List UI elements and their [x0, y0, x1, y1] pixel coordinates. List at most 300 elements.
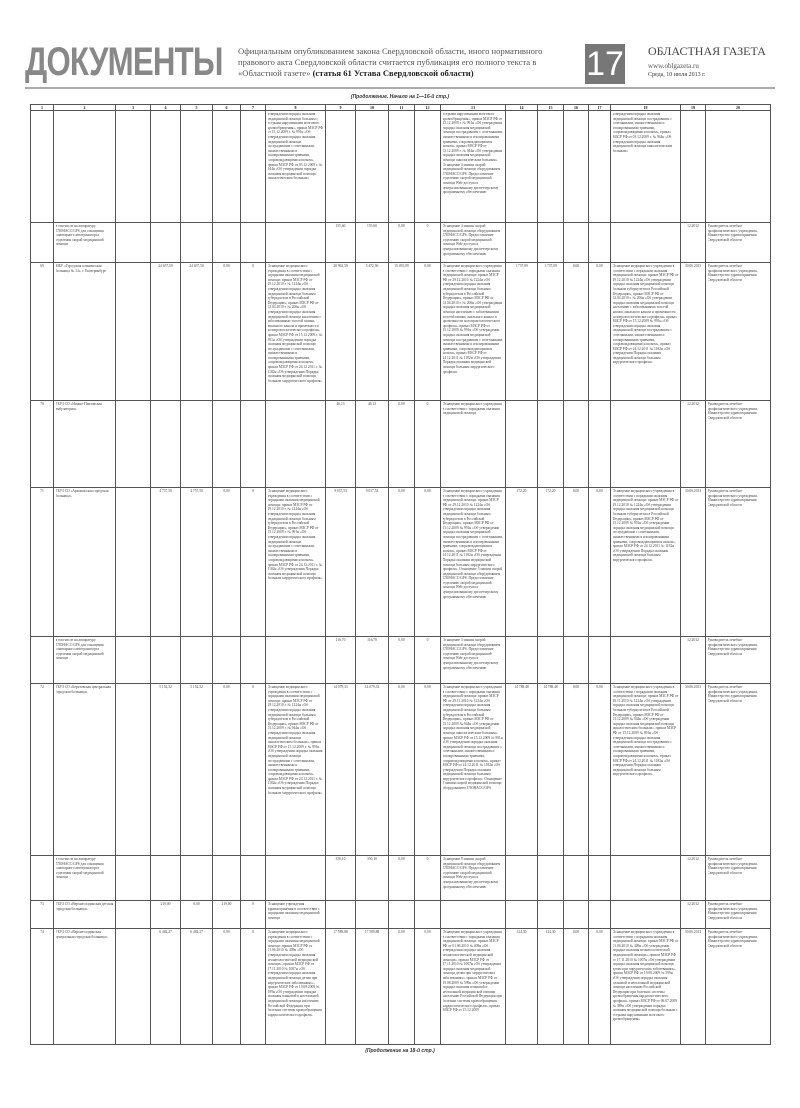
table-cell-col-13 — [441, 637, 506, 684]
table-row — [31, 929, 771, 1045]
table-cell-col-19 — [681, 856, 706, 901]
table-cell-col-9 — [326, 488, 356, 637]
cell-text: 0,00 — [424, 930, 431, 934]
table-cell-col-17 — [589, 401, 611, 488]
table-row — [31, 263, 771, 401]
table-cell-col-15 — [538, 488, 564, 637]
table-cell-col-19 — [681, 684, 706, 856]
cell-text: Руководитель лечебно-профилактического учреждения, Министерство здравоохранения Свердловской области — [707, 930, 758, 948]
table-cell-col-19 — [681, 263, 706, 401]
lead-text-bold: (статья 61 Устава Свердловской области) — [312, 68, 474, 78]
table-cell-col-12 — [415, 488, 441, 637]
cell-text: 0,00 — [398, 224, 405, 228]
table-cell-col-6 — [213, 684, 241, 856]
table-cell-col-7 — [241, 401, 266, 488]
column-header: 12 — [415, 105, 441, 111]
cell-text: 0 — [252, 930, 254, 934]
table-cell-col-10 — [356, 488, 389, 637]
table-cell-col-9 — [326, 637, 356, 684]
table-cell-col-1 — [31, 684, 54, 856]
table-cell-col-6 — [213, 401, 241, 488]
table-cell-col-13 — [441, 856, 506, 901]
table-cell-col-20 — [706, 401, 771, 488]
cell-text: 0,00 — [398, 930, 405, 934]
table-cell-col-11 — [389, 111, 415, 223]
table-cell-col-11 — [389, 263, 415, 401]
column-header: 6 — [213, 105, 241, 111]
table-cell-col-7 — [241, 929, 266, 1045]
table-cell-col-8 — [266, 263, 326, 401]
table-cell-col-9 — [326, 111, 356, 223]
cell-text: Оснащение медицинского учреждения в соответствии с порядками оказания медицинской помощи: приказ МЗСР РФ от 29.12.2010 № 1224н «Об утверждении порядка оказания медицинской помощи больным туберкулезом в Российской Федерации», приказ МЗСР РФ от 02.04.2010 г. № 206н «Об утверждении порядка оказания медицинской помощи населению с заболеваниями толстой кишки, анального канала и промежности колопроктологического профиля», приказ МЗСР РФ от 15.12.2009 № 991н «Об утверждении порядка оказания медицинской помощи пострадавшим с сочетанными, множественными и изолированными травмами, сопровождающимися шоком», приказ МЗСР РФ от 24.12.2011 № 1182н «Об утверждении Порядка оказания медицинской помощи больным хирургического профиля» — [612, 264, 679, 365]
table-cell-col-19 — [681, 401, 706, 488]
table-cell-col-16 — [564, 223, 589, 263]
cell-text: 17 589,88 — [364, 930, 380, 934]
cell-text: 0,00 — [398, 857, 405, 861]
table-cell-col-14 — [506, 401, 538, 488]
cell-text: 155,60 — [367, 224, 377, 228]
table-cell-col-20 — [706, 637, 771, 684]
cell-text: Оснащение учреждения здравоохранения в соответствии с порядками оказания медицинской помощи — [267, 902, 320, 920]
cell-text: 73 — [40, 902, 44, 906]
website-link[interactable]: www.oblgazeta.ru — [648, 62, 699, 70]
cell-text: 72 — [40, 685, 44, 689]
table-cell-col-17 — [589, 637, 611, 684]
lead-text-body: Официальным опубликованием закона Свердловской области, иного нормативного правового акта Свердловской области считается публикация его полного текста в «Областной газете» — [238, 46, 543, 78]
table-cell-col-3 — [116, 637, 151, 684]
table-cell-col-14 — [506, 901, 538, 929]
table-cell-col-13 — [441, 488, 506, 637]
table-cell-col-4 — [151, 929, 181, 1045]
table-row — [31, 856, 771, 901]
table-row — [31, 684, 771, 856]
table-cell-col-4 — [151, 401, 181, 488]
table-cell-col-15 — [538, 856, 564, 901]
table-cell-col-18 — [611, 401, 681, 488]
table-cell-col-12 — [415, 637, 441, 684]
column-header: 20 — [706, 105, 771, 111]
cell-text: 30.06.2013 — [684, 264, 702, 268]
table-cell-col-20 — [706, 223, 771, 263]
table-cell-col-18 — [611, 856, 681, 901]
table-cell-col-5 — [181, 488, 213, 637]
table-cell-col-19 — [681, 488, 706, 637]
table-cell-col-16 — [564, 111, 589, 223]
cell-text: 0,00 — [572, 489, 580, 493]
table-cell-col-1 — [31, 901, 54, 929]
cell-text: ГБУЗ СО «Верхнесалдинская центральная городская больница» — [55, 930, 108, 939]
cell-text: 0 — [252, 685, 254, 689]
table-cell-col-2 — [54, 929, 116, 1045]
cell-text: Руководитель лечебно-профилактического учреждения, Министерство здравоохранения Свердловской области — [707, 489, 758, 507]
cell-text: Оснащение медицинского учреждения в соответствии с порядками оказания медицинской помощи: приказ МЗСР РФ от 01.06.2010 № 409н «Об утверждении порядка оказания неонатологической медицинской помощи», приказ МЗСР РФ от 17.11.2010 № 1007н «Об утверждении порядка оказания медицинской помощи детям при хирургических заболеваниях», приказ МЗСР РФ от 19.08.2009 № 599н «Об утверждении порядка оказания плановой и неотложной медицинской помощи населению Российской Федерации при болезнях системы кровообращения кардиологического профиля», приказ МЗСР РФ от 15.12.2009 — [442, 930, 503, 1013]
table-cell-col-15 — [538, 263, 564, 401]
cell-text: 6 482,27 — [190, 930, 203, 934]
table-cell-col-9 — [326, 929, 356, 1045]
column-header: 11 — [389, 105, 415, 111]
cell-text: 14 079,33 — [333, 685, 348, 689]
table-cell-col-18 — [611, 684, 681, 856]
cell-text: 46,13 — [367, 402, 377, 406]
table-cell-col-16 — [564, 684, 589, 856]
header-rule — [25, 87, 775, 89]
table-cell-col-9 — [326, 401, 356, 488]
table-row — [31, 901, 771, 929]
table-cell-col-5 — [181, 856, 213, 901]
table-cell-col-4 — [151, 223, 181, 263]
table-cell-col-11 — [389, 488, 415, 637]
cell-text: 172,20 — [516, 489, 527, 493]
cell-text: 5 152,52 — [159, 685, 172, 689]
cell-text: 12.2012 — [687, 402, 699, 406]
table-cell-col-15 — [538, 223, 564, 263]
masthead — [25, 40, 775, 84]
table-cell-col-11 — [389, 856, 415, 901]
table-cell-col-17 — [589, 684, 611, 856]
table-cell-col-6 — [213, 223, 241, 263]
table-cell-col-20 — [706, 488, 771, 637]
table-cell-col-5 — [181, 111, 213, 223]
table-cell-col-17 — [589, 263, 611, 401]
cell-text: ГБУЗ СО «Верхнесалдинская детская городская больница» — [55, 902, 114, 911]
table-cell-col-4 — [151, 263, 181, 401]
column-header: 16 — [564, 105, 589, 111]
cell-text: Руководитель лечебно-профилактического учреждения, Министерство здравоохранения Свердловской области — [707, 902, 758, 920]
cell-text: в том числе на аппаратуру ГЛОНАСС/GPS для оснащения санитарного автотранспорта отделения скорой медицинской помощи — [55, 638, 104, 661]
cell-text: 12.2012 — [687, 224, 699, 228]
cell-text: МБУ «Городская клиническая больница № 14», г. Екатеринбург — [55, 264, 107, 273]
table-cell-col-19 — [681, 929, 706, 1045]
cell-text: Оснащение 4 машин скорой медицинской помощи оборудованием ГЛОНАСС/GPS. Предоставление отделению скорой медицинской помощи Web-доступа к централизованному диспетчерскому программному обеспечению — [442, 224, 501, 256]
cell-text: Оснащение медицинского учреждения в соответствии с порядками оказания медицинской помощи: приказ МЗСР РФ от 29.12.2010 № 1224н «Об утверждении порядка оказания медицинской помощи больным туберкулезом в Российской Федерации», приказ МЗСР РФ от 15.12.2009 № 991н «Об утверждении порядка оказания медицинской помощи пострадавшим с сочетанными, множественными и изолированными травмами, сопровождающимися шоком», приказ МЗСР РФ от 24.12.2011 № 1182н «Об утверждении Порядка оказания медицинской помощи больным хирургического профиля». Оснащение 3 машин скорой медицинской помощи оборудованием ГЛОНАСС/GPS. Предоставление отделению скорой медицинской помощи Web-доступа к централизованному диспетчерскому программному обеспечению — [442, 489, 503, 599]
lead-text — [238, 46, 568, 79]
table-cell-col-6 — [213, 111, 241, 223]
table-row — [31, 488, 771, 637]
cell-text: 12.2012 — [687, 638, 699, 642]
table-cell-col-2 — [54, 401, 116, 488]
table-cell-col-13 — [441, 901, 506, 929]
table-cell-col-7 — [241, 856, 266, 901]
cell-text: в том числе на аппаратуру ГЛОНАСС/GPS для оснащения санитарного автотранспорта отделения скорой медицинской помощи — [55, 857, 104, 880]
table-cell-col-12 — [415, 223, 441, 263]
column-header: 19 — [681, 105, 706, 111]
cell-text: 46,13 — [336, 402, 345, 406]
table-cell-col-3 — [116, 401, 151, 488]
table-cell-col-17 — [589, 111, 611, 223]
cell-text: 155,60 — [335, 224, 346, 228]
cell-text: 14 788,48 — [543, 685, 558, 689]
cell-text: 71 — [40, 489, 44, 493]
table-cell-col-10 — [356, 223, 389, 263]
table-cell-col-12 — [415, 929, 441, 1045]
table-cell-col-6 — [213, 488, 241, 637]
cell-text: 116,70 — [335, 638, 346, 642]
table-cell-col-14 — [506, 111, 538, 223]
cell-text: Оснащение медицинского учреждения в соответствии с порядками оказания медицинской помощи: приказ МЗСР РФ от 29.11.2010 № 1224н «Об утверждении порядка оказания медицинской помощи больным туберкулезом в Российской Федерации», приказ МЗСР РФ от 03.12.2009 № 944н «Об утверждении порядка оказания медицинской помощи онкологическим больным», приказ МЗСР РФ от 15.12.2009 № 991н «Об утверждении порядка оказания медицинской помощи пострадавшим с сочетанными, множественными и изолированными травмами, сопровождающимися шоком», приказ МЗСР РФ от 24.12.2011 № 1182н «Об утверждении Порядка оказания медицинской помощи больным хирургического профиля» — [612, 685, 679, 777]
cell-text: 15 491,09 — [394, 264, 409, 268]
table-cell-col-15 — [538, 901, 564, 929]
table-row — [31, 111, 771, 223]
table-cell-col-3 — [116, 111, 151, 223]
table-cell-col-11 — [389, 684, 415, 856]
cell-text: 14 788,48 — [514, 685, 529, 689]
table-cell-col-13 — [441, 223, 506, 263]
cell-text: 124,30 — [545, 930, 556, 934]
table-cell-col-2 — [54, 684, 116, 856]
table-cell-col-12 — [415, 901, 441, 929]
table-cell-col-12 — [415, 111, 441, 223]
table-cell-col-8 — [266, 223, 326, 263]
cell-text: 5 472,50 — [365, 264, 379, 268]
table-cell-col-4 — [151, 856, 181, 901]
table-cell-col-9 — [326, 856, 356, 901]
table-cell-col-7 — [241, 223, 266, 263]
table-cell-col-19 — [681, 111, 706, 223]
table-cell-col-3 — [116, 929, 151, 1045]
table-cell-col-7 — [241, 901, 266, 929]
table-cell-col-8 — [266, 684, 326, 856]
table-cell-col-2 — [54, 901, 116, 929]
cell-text: 0,00 — [223, 685, 230, 689]
table-cell-col-8 — [266, 856, 326, 901]
table-cell-col-2 — [54, 856, 116, 901]
cell-text: 0,00 — [398, 402, 405, 406]
cell-text: Оснащение 9 машин скорой медицинской помощи оборудованием ГЛОНАСС/GPS. Предоставление отделению скорой медицинской помощи Web-доступа к централизованному диспетчерскому программному обеспечению — [442, 857, 501, 889]
cell-text: Руководитель лечебно-профилактического учреждения, Министерство здравоохранения Свердловской области — [707, 402, 758, 420]
column-header: 3 — [116, 105, 151, 111]
table-cell-col-6 — [213, 637, 241, 684]
cell-text: острыми нарушениями мозгового кровообращения», приказ МЗСР РФ от 15.12.2009 г. № 991н «Об утверждении порядка оказания медицинской помощи пострадавшим с сочетанными, множественными и изолированными травмами, сопровождающимися шоком», приказ МЗСР РФ от 03.12.2009 г. № 944н «Об утверждении порядка оказания медицинской помощи онкологическим больным». Оснащение 4 машин скорой медицинской помощи оборудованием ГЛОНАСС/GPS. Предоставление отделению скорой медицинской помощи Web-доступа к централизованному диспетчерскому программному обеспечению — [442, 112, 503, 195]
table-cell-col-20 — [706, 856, 771, 901]
cell-text: 0 — [426, 857, 429, 861]
table-cell-col-3 — [116, 856, 151, 901]
cell-text: Руководитель лечебно-профилактического учреждения, Министерство здравоохранения Свердловской области — [707, 638, 758, 656]
table-cell-col-20 — [706, 263, 771, 401]
table-cell-col-3 — [116, 263, 151, 401]
column-header: 2 — [54, 105, 116, 111]
cell-text: Оснащение 3 машин скорой медицинской помощи оборудованием ГЛОНАСС/GPS. Предоставление отделению скорой медицинской помощи Web-доступа к централизованному диспетчерскому программному обеспечению — [442, 638, 501, 670]
table-cell-col-18 — [611, 111, 681, 223]
cell-text: 116,70 — [367, 638, 377, 642]
newspaper-name: ОБЛАСТНАЯ ГАЗЕТА — [648, 44, 766, 58]
table-cell-col-19 — [681, 637, 706, 684]
cell-text: 69 — [40, 264, 44, 268]
table-cell-col-10 — [356, 901, 389, 929]
table-cell-col-16 — [564, 488, 589, 637]
table-cell-col-13 — [441, 111, 506, 223]
cell-text: 0,00 — [398, 638, 405, 642]
table-cell-col-15 — [538, 637, 564, 684]
cell-text: 14 079,33 — [364, 685, 380, 689]
table-cell-col-9 — [326, 684, 356, 856]
cell-text: 0,00 — [596, 685, 603, 689]
table-cell-col-16 — [564, 263, 589, 401]
cell-text: 0 — [252, 489, 254, 493]
cell-text: 24 657,50 — [189, 264, 204, 268]
table-cell-col-11 — [389, 637, 415, 684]
cell-text: 0 — [252, 264, 254, 268]
table-cell-col-16 — [564, 901, 589, 929]
table-cell-col-18 — [611, 901, 681, 929]
cell-text: ГБУЗ СО «Березовская центральная городская больница» — [55, 685, 111, 694]
cell-text: 5 152,52 — [190, 685, 203, 689]
table-cell-col-16 — [564, 401, 589, 488]
table-cell-col-18 — [611, 223, 681, 263]
cell-text: Руководитель лечебно-профилактического учреждения, Министерство здравоохранения Свердловской области — [707, 264, 758, 282]
table-cell-col-4 — [151, 684, 181, 856]
cell-text: 12.2012 — [687, 902, 699, 906]
cell-text: 6 482,27 — [159, 930, 172, 934]
cell-text: 74 — [40, 930, 44, 934]
cell-text: 350,10 — [367, 857, 377, 861]
table-cell-col-1 — [31, 488, 54, 637]
cell-text: 0 — [426, 402, 429, 406]
cell-text: 9 037,53 — [334, 489, 347, 493]
table-cell-col-19 — [681, 901, 706, 929]
table-cell-col-15 — [538, 111, 564, 223]
column-header: 17 — [589, 105, 611, 111]
table-cell-col-7 — [241, 111, 266, 223]
column-header: 5 — [181, 105, 213, 111]
table-cell-col-4 — [151, 488, 181, 637]
table-cell-col-15 — [538, 401, 564, 488]
table-cell-col-3 — [116, 901, 151, 929]
table-cell-col-12 — [415, 684, 441, 856]
table-cell-col-20 — [706, 929, 771, 1045]
table-row — [31, 637, 771, 684]
cell-text: 0,00 — [424, 264, 431, 268]
table-cell-col-8 — [266, 637, 326, 684]
table-cell-col-5 — [181, 263, 213, 401]
table-cell-col-7 — [241, 637, 266, 684]
table-cell-col-10 — [356, 637, 389, 684]
table-cell-col-9 — [326, 901, 356, 929]
table-cell-col-5 — [181, 401, 213, 488]
column-header: 1 — [31, 105, 54, 111]
cell-text: Руководитель лечебно-профилактического учреждения, Министерство здравоохранения Свердловской области — [707, 857, 758, 875]
cell-text: 0,00 — [596, 930, 603, 934]
cell-text: 219,00 — [160, 902, 171, 906]
cell-text: 30.06.2013 — [684, 489, 702, 493]
table-cell-col-14 — [506, 488, 538, 637]
table-cell-col-11 — [389, 401, 415, 488]
cell-text: 24 657,50 — [158, 264, 173, 268]
table-cell-col-20 — [706, 111, 771, 223]
table-cell-col-5 — [181, 684, 213, 856]
table-cell-col-1 — [31, 856, 54, 901]
table-cell-col-15 — [538, 929, 564, 1045]
table-cell-col-11 — [389, 929, 415, 1045]
table-cell-col-1 — [31, 263, 54, 401]
table-cell-col-16 — [564, 637, 589, 684]
cell-text: 0,00 — [398, 489, 405, 493]
table-cell-col-5 — [181, 929, 213, 1045]
table-cell-col-14 — [506, 684, 538, 856]
table-cell-col-9 — [326, 223, 356, 263]
table-cell-col-13 — [441, 263, 506, 401]
cell-text: 350,10 — [335, 857, 346, 861]
table-cell-col-14 — [506, 929, 538, 1045]
continued-from: (Продолжение. Начало на 1—16-й стр.) — [350, 94, 450, 100]
table-cell-col-6 — [213, 929, 241, 1045]
table-cell-col-20 — [706, 901, 771, 929]
cell-text: 1 737,09 — [544, 264, 557, 268]
table-cell-col-17 — [589, 929, 611, 1045]
cell-text: 70 — [40, 402, 44, 406]
table-cell-col-19 — [681, 223, 706, 263]
table-cell-col-17 — [589, 856, 611, 901]
cell-text: ГБУЗ СО «Арамильская городская больница» — [55, 489, 109, 498]
cell-text: 0,00 — [223, 930, 230, 934]
table-cell-col-16 — [564, 929, 589, 1045]
table-cell-col-2 — [54, 111, 116, 223]
cell-text: Оснащение медицинского учреждения в соответствии с порядками оказания медицинской помощи: приказ МЗСР РФ от 29.12.2010 г. № 1224н «Об утверждении порядка оказания медицинской помощи больным туберкулезом в Российской Федерации», приказ МЗСР РФ от 03.12.2009 г. № 944н «Об утверждении порядка оказания медицинской помощи онкологическим больным», приказ МЗСР РФ от 15.12.2009 г. № 991н «Об утверждении порядка оказания медицинской помощи пострадавшим с сочетанными, множественными и изолированными травмами, сопровождающимися шоком», приказ МЗСР РФ от 24.12.2011 г. № 1182н «Об утверждении Порядка оказания медицинской помощи больным хирургического профиля» — [267, 685, 323, 795]
cell-text: 0,00 — [572, 264, 580, 268]
table-cell-col-14 — [506, 263, 538, 401]
table-cell-col-12 — [415, 263, 441, 401]
table-cell-col-16 — [564, 856, 589, 901]
cell-text: 0,00 — [596, 264, 603, 268]
page-number: 17 — [586, 45, 624, 83]
table-cell-col-18 — [611, 488, 681, 637]
table-cell-col-12 — [415, 856, 441, 901]
table-cell-col-20 — [706, 684, 771, 856]
table-cell-col-18 — [611, 637, 681, 684]
cell-text: 0,00 — [398, 685, 405, 689]
table-cell-col-11 — [389, 901, 415, 929]
table-row — [31, 223, 771, 263]
table-cell-col-7 — [241, 263, 266, 401]
table-cell-col-7 — [241, 488, 266, 637]
continued-to: (Продолжение на 18-й стр.) — [365, 1048, 435, 1054]
table-cell-col-8 — [266, 901, 326, 929]
cell-text: 1 737,09 — [515, 264, 528, 268]
table-cell-col-6 — [213, 856, 241, 901]
column-header: 8 — [266, 105, 326, 111]
cell-text: Руководитель лечебно-профилактического учреждения, Министерство здравоохранения Свердловской области — [707, 685, 758, 703]
column-header: 10 — [356, 105, 389, 111]
cell-text: 12.2012 — [687, 857, 699, 861]
table-cell-col-14 — [506, 223, 538, 263]
cell-text: 0 — [426, 224, 429, 228]
table-cell-col-2 — [54, 263, 116, 401]
table-cell-col-2 — [54, 637, 116, 684]
table-cell-col-13 — [441, 684, 506, 856]
table-cell-col-5 — [181, 637, 213, 684]
cell-text: Оснащение медицинского учреждения в соответствии с порядками оказания медицинской помощи: приказ МЗСР РФ от 29.12.2010 № 1224н «Об утверждении порядка оказания медицинской помощи больным туберкулезом в Российской Федерации», приказ МЗСР РФ от 15.12.2009 № 991н «Об утверждении порядка оказания медицинской помощи пострадавшим с сочетанными, множественными и изолированными травмами, сопровождающимися шоком», приказ МЗСР РФ от 24.12.2011 № 1182н «Об утверждении Порядка оказания медицинской помощи больным хирургического профиля» — [612, 489, 679, 562]
table-cell-col-1 — [31, 637, 54, 684]
cell-text: Оснащение медицинского учреждения в соответствии с порядками оказания медицинской помощи: приказ МЗСР РФ от 29.11.2010 № 1224н «Об утверждении порядка оказания медицинской помощи больным туберкулезом в Российской Федерации», приказ МЗСР РФ от 03.12.2009 № 944н «Об утверждении порядка оказания медицинской помощи онкологическим больным», приказ МЗСР РФ от 15.12.2009 № 991н «Об утверждении порядка оказания медицинской помощи пострадавшим с сочетанными, множественными и изолированными травмами, сопровождающимися шоком», приказ МЗСР РФ от 24.12.2011 № 1182н «Об утверждении Порядка оказания медицинской помощи больным хирургического профиля». Оснащение 9 машин скорой медицинской помощи оборудованием ГЛОНАСС/GPS — [442, 685, 503, 791]
table-cell-col-10 — [356, 929, 389, 1045]
cell-text: 30.06.2013 — [684, 930, 702, 934]
cell-text: 124,30 — [516, 930, 527, 934]
cell-text: Оснащение медицинского учреждения в соответствии с порядками оказания медицинской помощи: приказ МЗСР РФ от 01.06.2010 № 409н «Об утверждении порядка оказания неонатологической медицинской помощи», приказ МЗСР РФ от 17.11.2010 № 1007н «Об утверждении порядка оказания медицинской помощи детям при хирургических заболеваниях», приказ МЗСР РФ от 19.08.2009 № 599н «Об утверждении порядка оказания плановой и неотложной медицинской помощи населению Российской Федерации при болезнях системы кровообращения кардиологического профиля» — [267, 930, 322, 1017]
column-header: 14 — [506, 105, 538, 111]
cell-text: 0,00 — [424, 489, 431, 493]
table-cell-col-9 — [326, 263, 356, 401]
table-cell-col-8 — [266, 401, 326, 488]
table-cell-col-3 — [116, 488, 151, 637]
table-cell-col-4 — [151, 901, 181, 929]
column-header: 18 — [611, 105, 681, 111]
cell-text: 0,00 — [193, 902, 200, 906]
cell-text: 0 — [252, 902, 254, 906]
cell-text: 0,00 — [596, 489, 603, 493]
table-cell-col-2 — [54, 223, 116, 263]
table-cell-col-14 — [506, 637, 538, 684]
table-cell-col-1 — [31, 111, 54, 223]
table-cell-col-6 — [213, 263, 241, 401]
